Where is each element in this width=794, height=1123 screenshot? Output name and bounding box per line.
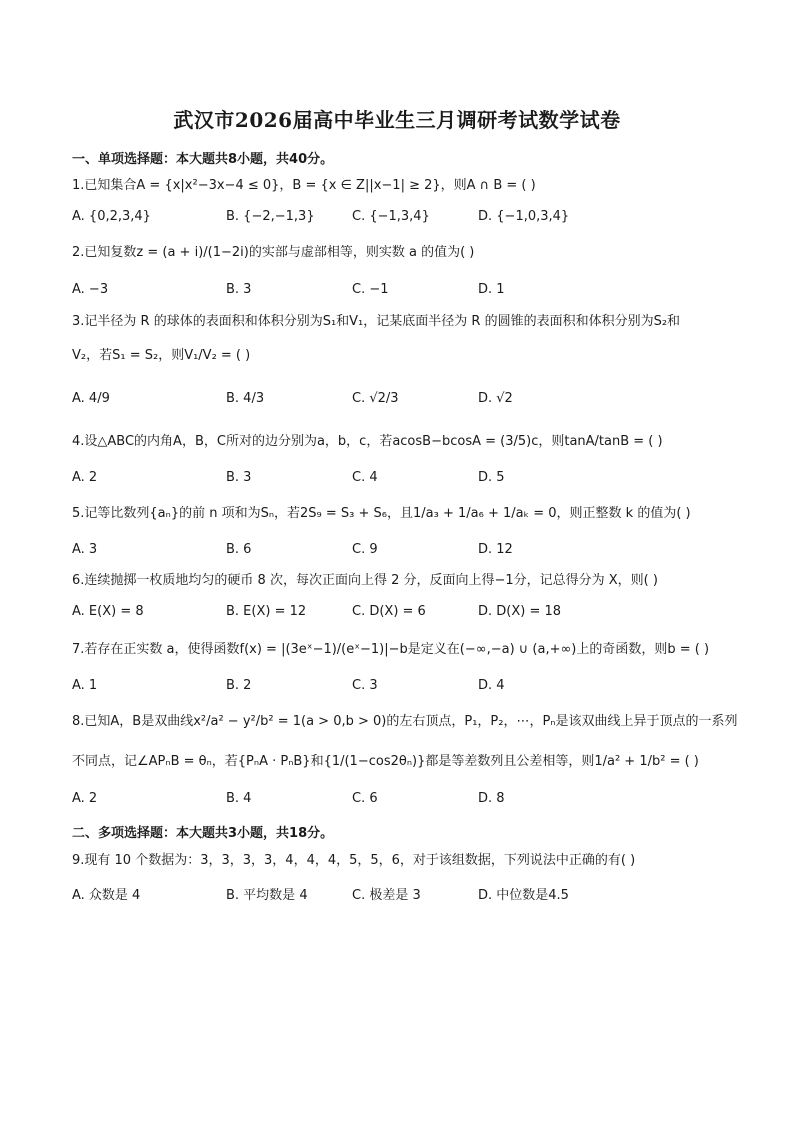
question-8-option-d: D. 8 [478,791,505,806]
question-9-option-a: A. 众数是 4 [72,888,141,903]
question-2-option-c: C. −1 [352,282,389,297]
question-6-option-d: D. D(X) = 18 [478,604,562,619]
question-5-options [72,542,732,558]
question-5-option-b: B. 6 [226,542,252,557]
question-3-option-a: A. 4/9 [72,391,110,406]
question-1-option-a: A. {0,2,3,4} [72,209,151,224]
question-7-option-d: D. 4 [478,678,505,693]
question-2-option-b: B. 3 [226,282,252,297]
question-6-option-c: C. D(X) = 6 [352,604,426,619]
question-7-option-b: B. 2 [226,678,252,693]
question-8-option-c: C. 6 [352,791,378,806]
question-5-option-c: C. 9 [352,542,378,557]
question-5-option-d: D. 12 [478,542,513,557]
question-5-stem: 5.记等比数列{aₙ}的前 n 项和为Sₙ，若2S₉ = S₃ + S₆，且1/a₃ + 1/a₆ + 1/aₖ = 0，则正整数 k 的值为( ) [72,506,691,521]
question-6-option-a: A. E(X) = 8 [72,604,144,619]
question-8-stem: 8.已知A，B是双曲线x²/a² − y²/b² = 1(a > 0,b > 0)的左右顶点，P₁，P₂，⋯，Pₙ是该双曲线上异于顶点的一系列 [72,714,738,729]
question-2-option-d: D. 1 [478,282,505,297]
question-6-options [72,604,732,620]
question-7-stem: 7.若存在正实数 a，使得函数f(x) = |(3eˣ−1)/(eˣ−1)|−b是定义在(−∞,−a) ∪ (a,+∞)上的奇函数，则b = ( ) [72,642,710,657]
question-2-option-a: A. −3 [72,282,109,297]
question-4-option-d: D. 5 [478,470,505,485]
question-4-option-c: C. 4 [352,470,378,485]
question-3-option-d: D. √2 [478,391,513,406]
question-1-stem: 1.已知集合A = {x|x²−3x−4 ≤ 0}，B = {x ∈ Z||x−1| ≥ 2}，则A ∩ B = ( ) [72,178,536,193]
question-8-option-b: B. 4 [226,791,252,806]
question-2-options [72,282,732,298]
question-9-stem: 9.现有 10 个数据为：3，3，3，3，4，4，4，5，5，6，对于该组数据，下列说法中正确的有( ) [72,853,636,868]
question-9-option-c: C. 极差是 3 [352,888,421,903]
question-2-stem: 2.已知复数z = (a + i)/(1−2i)的实部与虚部相等，则实数 a 的值为( ) [72,245,475,260]
section-heading-single-choice: 一、单项选择题：本大题共8小题，共40分。 [72,152,334,167]
question-6-option-b: B. E(X) = 12 [226,604,307,619]
question-8-stem-line2: 不同点，记∠APₙB = θₙ，若{PₙA · PₙB}和{1/(1−cos2θₙ)}都是等差数列且公差相等，则1/a² + 1/b² = ( ) [72,754,699,769]
question-7-options [72,678,732,694]
question-4-option-a: A. 2 [72,470,98,485]
question-9-options [72,884,732,903]
question-1-option-b: B. {−2,−1,3} [226,209,315,224]
question-1-option-c: C. {−1,3,4} [352,209,430,224]
question-4-stem: 4.设△ABC的内角A，B，C所对的边分别为a，b，c，若acosB−bcosA = (3/5)c，则tanA/tanB = ( ) [72,434,663,449]
question-1-option-d: D. {−1,0,3,4} [478,209,570,224]
question-8-options [72,791,732,807]
question-3-option-b: B. 4/3 [226,391,265,406]
question-8-option-a: A. 2 [72,791,98,806]
question-5-option-a: A. 3 [72,542,98,557]
question-6-stem: 6.连续抛掷一枚质地均匀的硬币 8 次，每次正面向上得 2 分，反面向上得−1分，记总得分为 X，则( ) [72,573,658,588]
question-3-stem-line2: V₂，若S₁ = S₂，则V₁/V₂ = ( ) [72,348,251,363]
question-1-options [72,209,732,225]
question-7-option-a: A. 1 [72,678,98,693]
section-heading-multiple-choice: 二、多项选择题：本大题共3小题，共18分。 [72,826,334,841]
question-7-option-c: C. 3 [352,678,378,693]
question-3-stem: 3.记半径为 R 的球体的表面积和体积分别为S₁和V₁，记某底面半径为 R 的圆锥的表面积和体积分别为S₂和 [72,314,681,329]
exam-title: 武汉市2026届高中毕业生三月调研考试数学试卷 [173,108,621,132]
question-4-option-b: B. 3 [226,470,252,485]
question-3-option-c: C. √2/3 [352,391,399,406]
question-3-options [72,391,732,407]
question-9-option-d: D. 中位数是4.5 [478,888,569,903]
question-9-option-b: B. 平均数是 4 [226,888,308,903]
question-4-options [72,470,732,486]
